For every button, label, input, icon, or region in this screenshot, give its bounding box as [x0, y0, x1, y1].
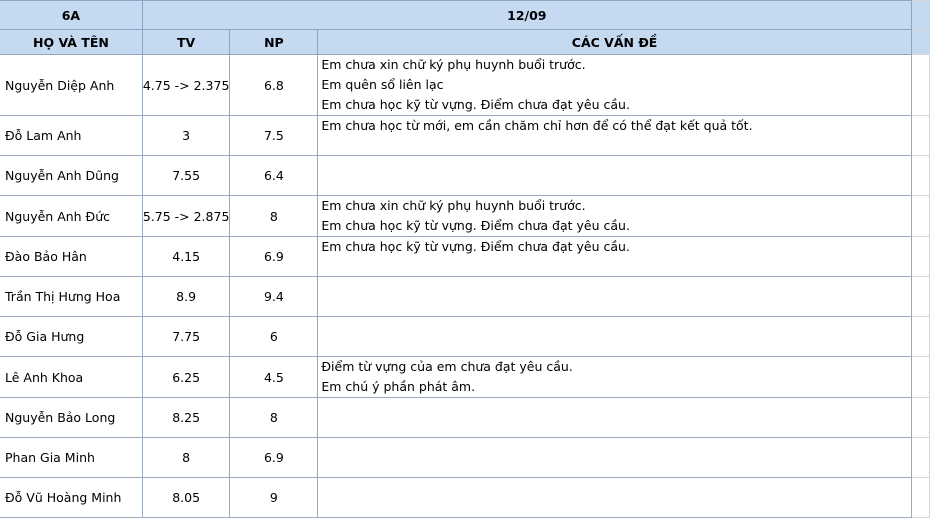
- empty-cell[interactable]: [911, 196, 929, 237]
- empty-cell[interactable]: [911, 478, 929, 518]
- empty-cell[interactable]: [911, 1, 929, 30]
- col-header-np[interactable]: NP: [230, 30, 318, 55]
- class-name-cell[interactable]: 6A: [0, 1, 142, 30]
- student-name-cell[interactable]: Lê Anh Khoa: [0, 357, 142, 398]
- student-name-cell[interactable]: Nguyễn Anh Dũng: [0, 156, 142, 196]
- col-header-tv[interactable]: TV: [142, 30, 230, 55]
- np-score-cell[interactable]: 6.8: [230, 55, 318, 116]
- tv-score-cell[interactable]: 4.75 -> 2.375: [142, 55, 230, 116]
- np-score-cell[interactable]: 8: [230, 398, 318, 438]
- empty-cell[interactable]: [911, 277, 929, 317]
- tv-score-cell[interactable]: 8.05: [142, 478, 230, 518]
- header-row-columns: [0, 30, 930, 55]
- student-name-cell[interactable]: Phan Gia Minh: [0, 438, 142, 478]
- header-row-class: [0, 1, 930, 30]
- issue-line: Em chưa học từ mới, em cần chăm chỉ hơn để có thể đạt kết quả tốt.: [321, 118, 753, 133]
- np-score-cell[interactable]: 7.5: [230, 116, 318, 156]
- np-score-cell[interactable]: 6: [230, 317, 318, 357]
- issues-cell[interactable]: [318, 156, 911, 196]
- empty-cell[interactable]: [911, 55, 929, 116]
- issues-cell[interactable]: [318, 438, 911, 478]
- student-name-cell[interactable]: Đỗ Gia Hưng: [0, 317, 142, 357]
- student-row: [0, 55, 930, 116]
- student-row: [0, 237, 930, 277]
- tv-score-cell[interactable]: 8: [142, 438, 230, 478]
- student-row: [0, 478, 930, 518]
- student-row: [0, 317, 930, 357]
- tv-score-cell[interactable]: 3: [142, 116, 230, 156]
- empty-cell[interactable]: [911, 398, 929, 438]
- student-name-cell[interactable]: Nguyễn Bảo Long: [0, 398, 142, 438]
- issues-cell[interactable]: [318, 398, 911, 438]
- student-name-cell[interactable]: Đỗ Lam Anh: [0, 116, 142, 156]
- issues-cell[interactable]: [318, 277, 911, 317]
- issues-cell[interactable]: [318, 196, 911, 237]
- student-name-cell[interactable]: Đào Bảo Hân: [0, 237, 142, 277]
- np-score-cell[interactable]: 9: [230, 478, 318, 518]
- tv-score-cell[interactable]: 4.15: [142, 237, 230, 277]
- np-score-cell[interactable]: 6.9: [230, 438, 318, 478]
- col-header-name[interactable]: HỌ VÀ TÊN: [0, 30, 142, 55]
- student-row: [0, 357, 930, 398]
- issues-cell[interactable]: [318, 317, 911, 357]
- issue-line: Em chưa xin chữ ký phụ huynh buổi trước.: [321, 198, 586, 213]
- student-row: [0, 116, 930, 156]
- empty-cell[interactable]: [911, 30, 929, 55]
- tv-score-cell[interactable]: 7.75: [142, 317, 230, 357]
- np-score-cell[interactable]: 8: [230, 196, 318, 237]
- np-score-cell[interactable]: 6.9: [230, 237, 318, 277]
- col-header-issues[interactable]: CÁC VẤN ĐỀ: [318, 30, 911, 55]
- empty-cell[interactable]: [911, 438, 929, 478]
- empty-cell[interactable]: [911, 116, 929, 156]
- empty-cell[interactable]: [911, 357, 929, 398]
- issue-line: Em chưa xin chữ ký phụ huynh buổi trước.: [321, 57, 586, 72]
- issue-line: Em chú ý phần phát âm.: [321, 379, 476, 394]
- tv-score-cell[interactable]: 7.55: [142, 156, 230, 196]
- issues-cell[interactable]: [318, 357, 911, 398]
- tv-score-cell[interactable]: 8.25: [142, 398, 230, 438]
- student-row: [0, 277, 930, 317]
- date-cell[interactable]: 12/09: [142, 1, 911, 30]
- student-name-cell[interactable]: Đỗ Vũ Hoàng Minh: [0, 478, 142, 518]
- empty-cell[interactable]: [911, 156, 929, 196]
- student-name-cell[interactable]: Nguyễn Anh Đức: [0, 196, 142, 237]
- tv-score-cell[interactable]: 5.75 -> 2.875: [142, 196, 230, 237]
- issue-line: Em chưa học kỹ từ vựng. Điểm chưa đạt yêu cầu.: [321, 218, 630, 233]
- issue-line: Em chưa học kỹ từ vựng. Điểm chưa đạt yêu cầu.: [321, 239, 630, 254]
- student-name-cell[interactable]: Nguyễn Diệp Anh: [0, 55, 142, 116]
- student-name-cell[interactable]: Trần Thị Hưng Hoa: [0, 277, 142, 317]
- issue-line: Em quên sổ liên lạc: [321, 77, 444, 92]
- np-score-cell[interactable]: 4.5: [230, 357, 318, 398]
- empty-cell[interactable]: [911, 237, 929, 277]
- tv-score-cell[interactable]: 8.9: [142, 277, 230, 317]
- np-score-cell[interactable]: 6.4: [230, 156, 318, 196]
- student-row: [0, 398, 930, 438]
- np-score-cell[interactable]: 9.4: [230, 277, 318, 317]
- student-row: [0, 438, 930, 478]
- tv-score-cell[interactable]: 6.25: [142, 357, 230, 398]
- student-row: [0, 156, 930, 196]
- issues-cell[interactable]: [318, 55, 911, 116]
- issues-cell[interactable]: [318, 478, 911, 518]
- issues-cell[interactable]: [318, 116, 911, 156]
- student-row: [0, 196, 930, 237]
- issue-line: Em chưa học kỹ từ vựng. Điểm chưa đạt yêu cầu.: [321, 97, 630, 112]
- empty-cell[interactable]: [911, 317, 929, 357]
- issues-cell[interactable]: [318, 237, 911, 277]
- issue-line: Điểm từ vựng của em chưa đạt yêu cầu.: [321, 359, 573, 374]
